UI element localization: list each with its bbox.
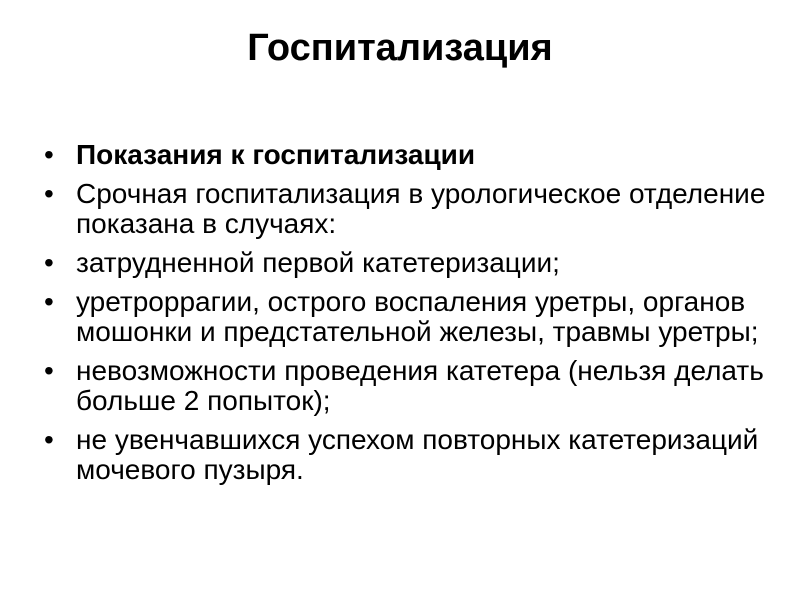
bullet-icon: • <box>44 286 54 317</box>
bullet-icon: • <box>44 139 54 170</box>
bullet-icon: • <box>44 178 54 209</box>
bullet-item-failed-repeat-catheterization <box>44 425 774 485</box>
bullet-icon: • <box>44 247 54 278</box>
slide-title: Госпитализация <box>247 27 553 69</box>
bullet-list <box>44 140 774 494</box>
bullet-item-indications-heading <box>44 140 774 170</box>
bullet-item-impossible-catheter <box>44 356 774 416</box>
bullet-text: Показания к госпитализации <box>76 139 476 170</box>
bullet-item-urethrorrhagia <box>44 287 774 347</box>
bullet-text: не увенчавшихся успехом повторных катетеризаций мочевого пузыря. <box>76 424 759 485</box>
bullet-icon: • <box>44 424 54 455</box>
bullet-item-difficult-catheterization <box>44 248 774 278</box>
bullet-text: невозможности проведения катетера (нельзя делать больше 2 попыток); <box>76 355 764 416</box>
bullet-icon: • <box>44 355 54 386</box>
bullet-text: Срочная госпитализация в урологическое отделение показана в случаях: <box>76 178 766 239</box>
bullet-item-urgent-hospitalization <box>44 179 774 239</box>
bullet-text: уретроррагии, острого воспаления уретры, органов мошонки и предстательной железы, травмы уретры; <box>76 286 759 347</box>
bullet-text: затрудненной первой катетеризации; <box>76 247 560 278</box>
